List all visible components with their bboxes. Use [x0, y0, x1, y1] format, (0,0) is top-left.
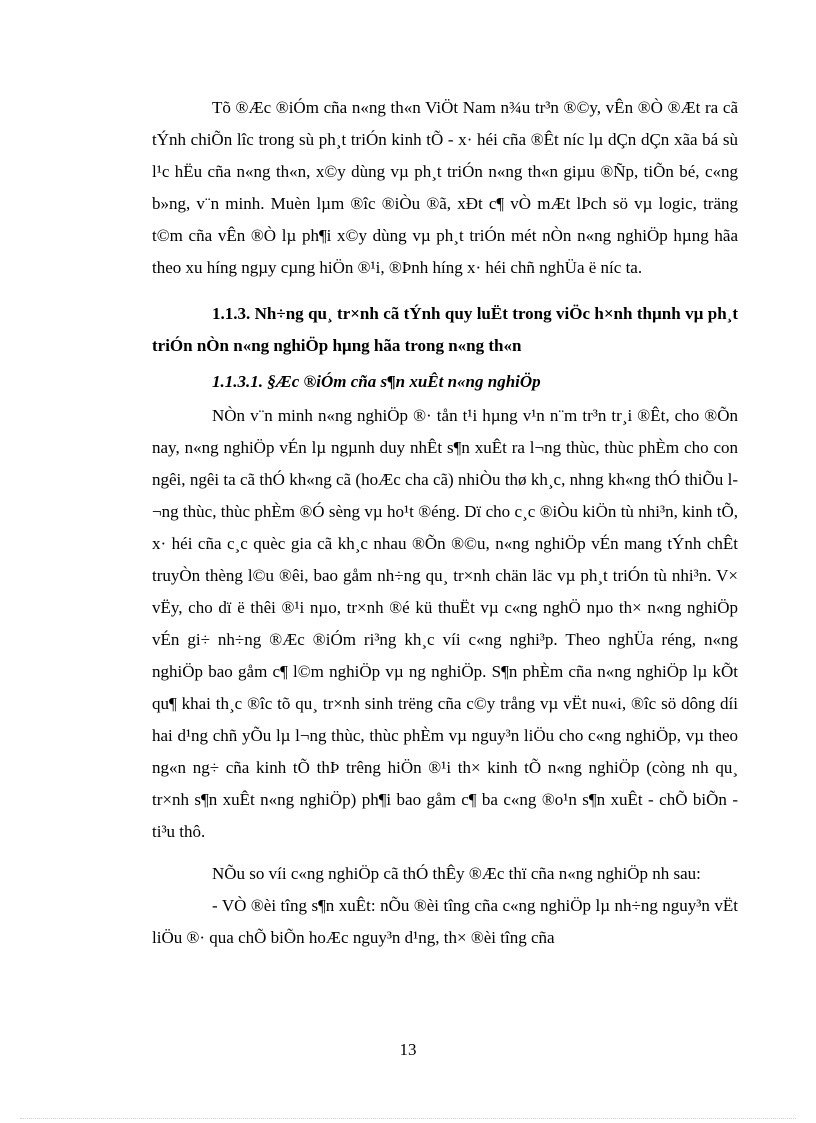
paragraph-comparison: NÕu so víi c«ng nghiÖp cã thÓ thÊy ®Æc thï cña n«ng nghiÖp nh sau: [212, 864, 701, 883]
paragraph-agriculture: NÒn v¨n minh n«ng nghiÖp ®· tån t¹i hµng v¹n n¨m tr³n tr¸i ®Êt, cho ®Õn nay, n«ng nghiÖp vÉn lµ ngµnh duy nhÊt s¶n xuÊt ra l¬ng thùc, thùc phÈm cho con ngêi, ngêi ta cã thÓ kh«ng cã (hoÆc cha cã) nhiÒu thø kh¸c, nhng kh«ng thÓ thiÕu l¬ng thùc, thùc phÈm ®Ó sèng vµ ho¹t ®éng. Dï cho c¸c ®iÒu kiÖn tù nhi³n, kinh tÕ, x· héi cña c¸c quèc gia cã kh¸c nhau ®Õn ®©u, n«ng nghiÖp vÉn mang tÝnh chÊt truyÒn thèng l©u ®êi, bao gåm nh÷ng qu¸ tr×nh chän läc vµ ph¸t triÓn tù nhi³n. V× vËy, cho dï ë thêi ®¹i nµo, tr×nh ®é kü thuËt vµ c«ng nghÖ nµo th× n«ng nghiÖp vÉn gi÷ nh÷ng ®Æc ®iÓm ri³ng kh¸c víi c«ng nghi³p. Theo nghÜa réng, n«ng nghiÖp bao gåm c¶ l©m nghiÖp vµ ng nghiÖp. S¶n phÈm cña n«ng nghiÖp lµ kÕt qu¶ khai th¸c ®îc tõ qu¸ tr×nh sinh trëng cña c©y trång vµ vËt nu«i, ®îc sö dông díi hai d¹ng chñ yÕu lµ l¬ng thùc, thùc phÈm vµ nguy³n liÖu cho c«ng nghiÖp, vµ theo ng«n ng÷ cña kinh tÕ thÞ trêng hiÖn ®¹i th× kinh tÕ n«ng nghiÖp (còng nh qu¸ tr×nh s¶n xuÊt n«ng nghiÖp) ph¶i bao gåm c¶ ba c«ng ®o¹n s¶n xuÊt - chÕ biÕn - ti³u thô. [152, 406, 738, 841]
subsection-heading: 1.1.3.1. §Æc ®iÓm cña s¶n xuÊt n«ng nghiÖp [212, 372, 541, 391]
paragraph-intro: Tõ ®Æc ®iÓm cña n«ng th«n ViÖt Nam n¾u tr³n ®©y, vÊn ®Ò ®Æt ra cã tÝnh chiÕn lîc trong sù ph¸t triÓn kinh tÕ - x· héi cña ®Êt níc lµ dÇn dÇn xãa bá sù l¹c hËu cña n«ng th«n, x©y dùng vµ ph¸t triÓn n«ng th«n giµu ®Ñp, tiÕn bé, c«ng b»ng, v¨n minh. Muèn lµm ®îc ®iÒu ®ã, xÐt c¶ vÒ mÆt lÞch sö vµ logic, träng t©m cña vÊn ®Ò lµ ph¶i x©y dùng vµ ph¸t triÓn mét nÒn n«ng nghiÖp hµng hãa theo xu híng ngµy cµng hiÖn ®¹i, ®Þnh híng x· héi chñ nghÜa ë níc ta. [152, 98, 738, 277]
page-number: 13 [399, 1040, 417, 1059]
body-text [152, 92, 738, 954]
section-heading-number: 1.1.3. [212, 304, 251, 323]
paragraph-production-object: - VÒ ®èi tîng s¶n xuÊt: nÕu ®èi tîng cña c«ng nghiÖp lµ nh÷ng nguy³n vËt liÖu ®· qua chÕ biÕn hoÆc nguy³n d¹ng, th× ®èi tîng cña [152, 896, 738, 947]
section-heading-text: Nh÷ng qu¸ tr×nh cã tÝnh quy luËt trong viÖc h×nh thµnh vµ ph¸t triÓn nÒn n«ng nghiÖp hµng hãa trong n«ng th«n [152, 304, 738, 355]
section-heading [152, 298, 738, 362]
page-bottom-divider [20, 1118, 796, 1119]
